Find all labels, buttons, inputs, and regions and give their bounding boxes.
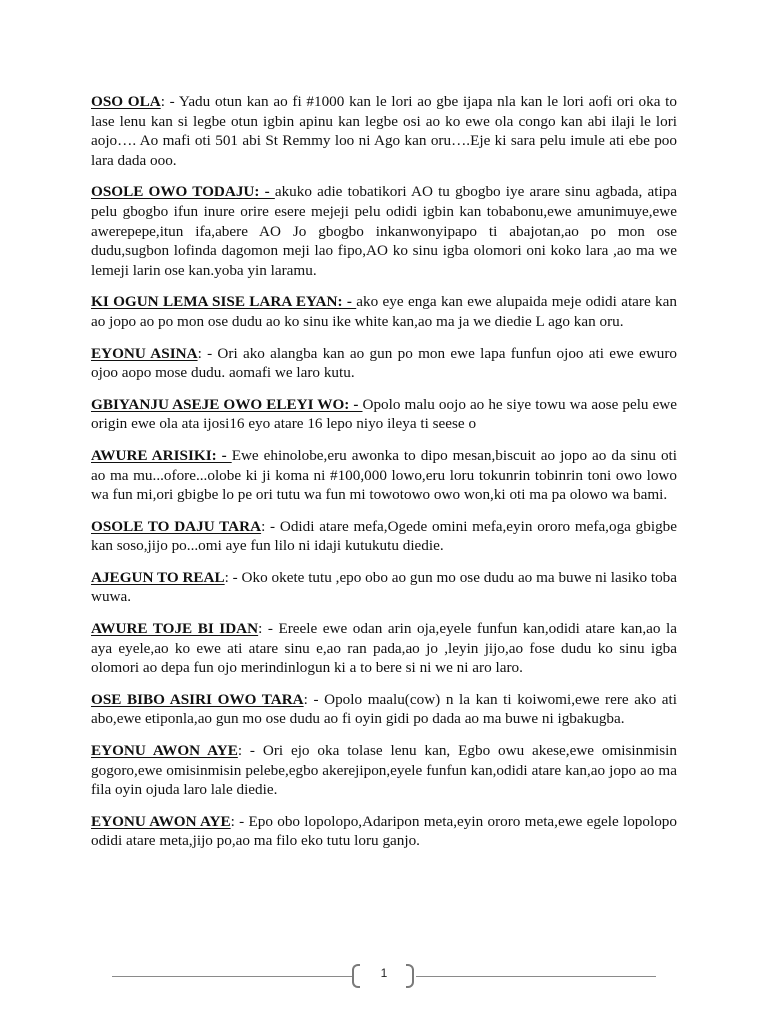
paragraph-heading: OSOLE OWO TODAJU: -: [91, 183, 275, 201]
paragraph-text: : - Oko okete tutu ,epo obo ao gun mo ose dudu ao ma buwe ni lasiko toba wuwa.: [91, 568, 678, 606]
paragraph-text: Ewe ehinolobe,eru awonka to dipo mesan,biscuit ao jopo ao da sinu oti ao ma mu...ofore...olobe ki ji koma ni #100,000 lowo,eru loru tokunrin tobinrin toni owo lowo wa fun mi,ori gbigbe lo pe ori tutu wa fun mi towotowo owo won,ki oti ma pa olowo wa bami.: [91, 446, 678, 504]
paragraph-text: akuko adie tobatikori AO tu gbogbo iye arare sinu agbada, atipa pelu gbogbo ifun inure orire esere mejeji pelu odidi igbin kan tobabonu,ewe amunimuye,ewe awerepepe,itun ifa,abere AO Jo gbogbo inkanwonyipapo ti abajotan,ao po mon ose dudu,sugbon lofinda dagomon meji lao fipo,AO ko sinu igba olomori oni koko lara ,ao ma we lemeji larin ose kan.yoba yin laramu.: [91, 183, 678, 279]
paragraph-heading: EYONU AWON AYE: [91, 812, 231, 830]
paragraph-text: : - Ereele ewe odan arin oja,eyele funfun kan,odidi atare kan,ao la aya eyele,ao ko ewe ati atare sinu e,ao ran pada,ao jo ,leyin jijo,ao fose dudu ko sinu igba olomori ao depa fun ojo merindinlogun ki a to bere si ni we ni aro laro.: [91, 620, 677, 677]
paragraph: [91, 292, 677, 331]
paragraph: [91, 517, 677, 556]
paragraph-heading: AJEGUN TO REAL: [91, 568, 225, 586]
paragraph: [91, 568, 677, 607]
paragraph-text: Opolo malu oojo ao he siye towu wa aose pelu ewe origin ewe ola ata ijosi16 eyo atare 16 lepo niyo ileya ti seese o: [91, 395, 678, 433]
paragraph: [91, 344, 677, 383]
paragraph: [91, 446, 677, 505]
paragraph-heading: AWURE TOJE BI IDAN: [91, 620, 259, 638]
paragraph-text: : - Opolo maalu(cow) n la kan ti koiwomi,ewe rere ako ati abo,ewe etiponla,ao gun mo ose dudu ao fi oyin gidi po dada ao ma buwe ni igbakugba.: [91, 690, 677, 728]
left-brace-icon: [352, 964, 360, 988]
paragraph-heading: KI OGUN LEMA SISE LARA EYAN: -: [91, 293, 357, 311]
right-brace-icon: [406, 964, 414, 988]
paragraph-heading: OSOLE TO DAJU TARA: [91, 517, 262, 535]
paragraph-text: : - Odidi atare mefa,Ogede omini mefa,eyin ororo mefa,oga gbigbe kan soso,jijo po...omi aye fun lilo ni idaji kutukutu diedie.: [91, 517, 677, 555]
paragraph-heading: OSE BIBO ASIRI OWO TARA: [91, 690, 304, 708]
paragraph-heading: EYONU AWON AYE: [91, 742, 238, 760]
paragraph-text: : - Ori ako alangba kan ao gun po mon ewe lapa funfun ojoo ati ewe ewuro ojoo aopo mose dudu. aomafi we laro kutu.: [91, 344, 677, 382]
paragraph: [91, 92, 677, 170]
paragraph-text: ako eye enga kan ewe alupaida meje odidi atare kan ao jopo ao po mon ose dudu ao ko sinu ike white kan,ao ma ja we diedie L ago kan oru.: [91, 293, 677, 330]
paragraph-heading: OSO OLA: [91, 93, 161, 110]
paragraph: [91, 182, 677, 280]
paragraph-heading: EYONU ASINA: [91, 344, 198, 362]
footer-rule-right: [416, 976, 656, 977]
paragraph: [91, 741, 677, 800]
paragraph: [91, 812, 677, 851]
paragraph: [91, 619, 677, 678]
page-number: 1: [380, 966, 388, 980]
paragraph-text: : - Epo obo lopolopo,Adaripon meta,eyin ororo meta,ewe egele lopolopo odidi atare meta,jijo po,ao ma filo eko tutu loru ganjo.: [91, 812, 677, 850]
document-body: [91, 92, 677, 863]
paragraph-heading: GBIYANJU ASEJE OWO ELEYI WO: -: [91, 395, 363, 413]
page-footer: [0, 958, 768, 998]
paragraph-text: : - Ori ejo oka tolase lenu kan, Egbo owu akese,ewe omisinmisin gogoro,ewe omisinmisin pelebe,egbo akerejipon,eyele funfun kan,odidi atare kan,ao jopo ao ma fila oyin ojuda laro lale diedie.: [91, 742, 678, 799]
paragraph-text: : - Yadu otun kan ao fi #1000 kan le lori ao gbe ijapa nla kan le lori aofi ori oka to lase lenu kan si legbe otun igbin apinu kan legbe osi ao ko ewe ola congo kan abi ilaji le lori aojo…. Ao mafi oti 501 abi St Remmy loo ni Ago kan oru….Eje ki sara pelu imule ati ebe poo lara dada ooo.: [91, 93, 677, 169]
paragraph-heading: AWURE ARISIKI: -: [91, 446, 232, 464]
footer-rule-left: [112, 976, 352, 977]
paragraph: [91, 395, 677, 434]
paragraph: [91, 690, 677, 729]
